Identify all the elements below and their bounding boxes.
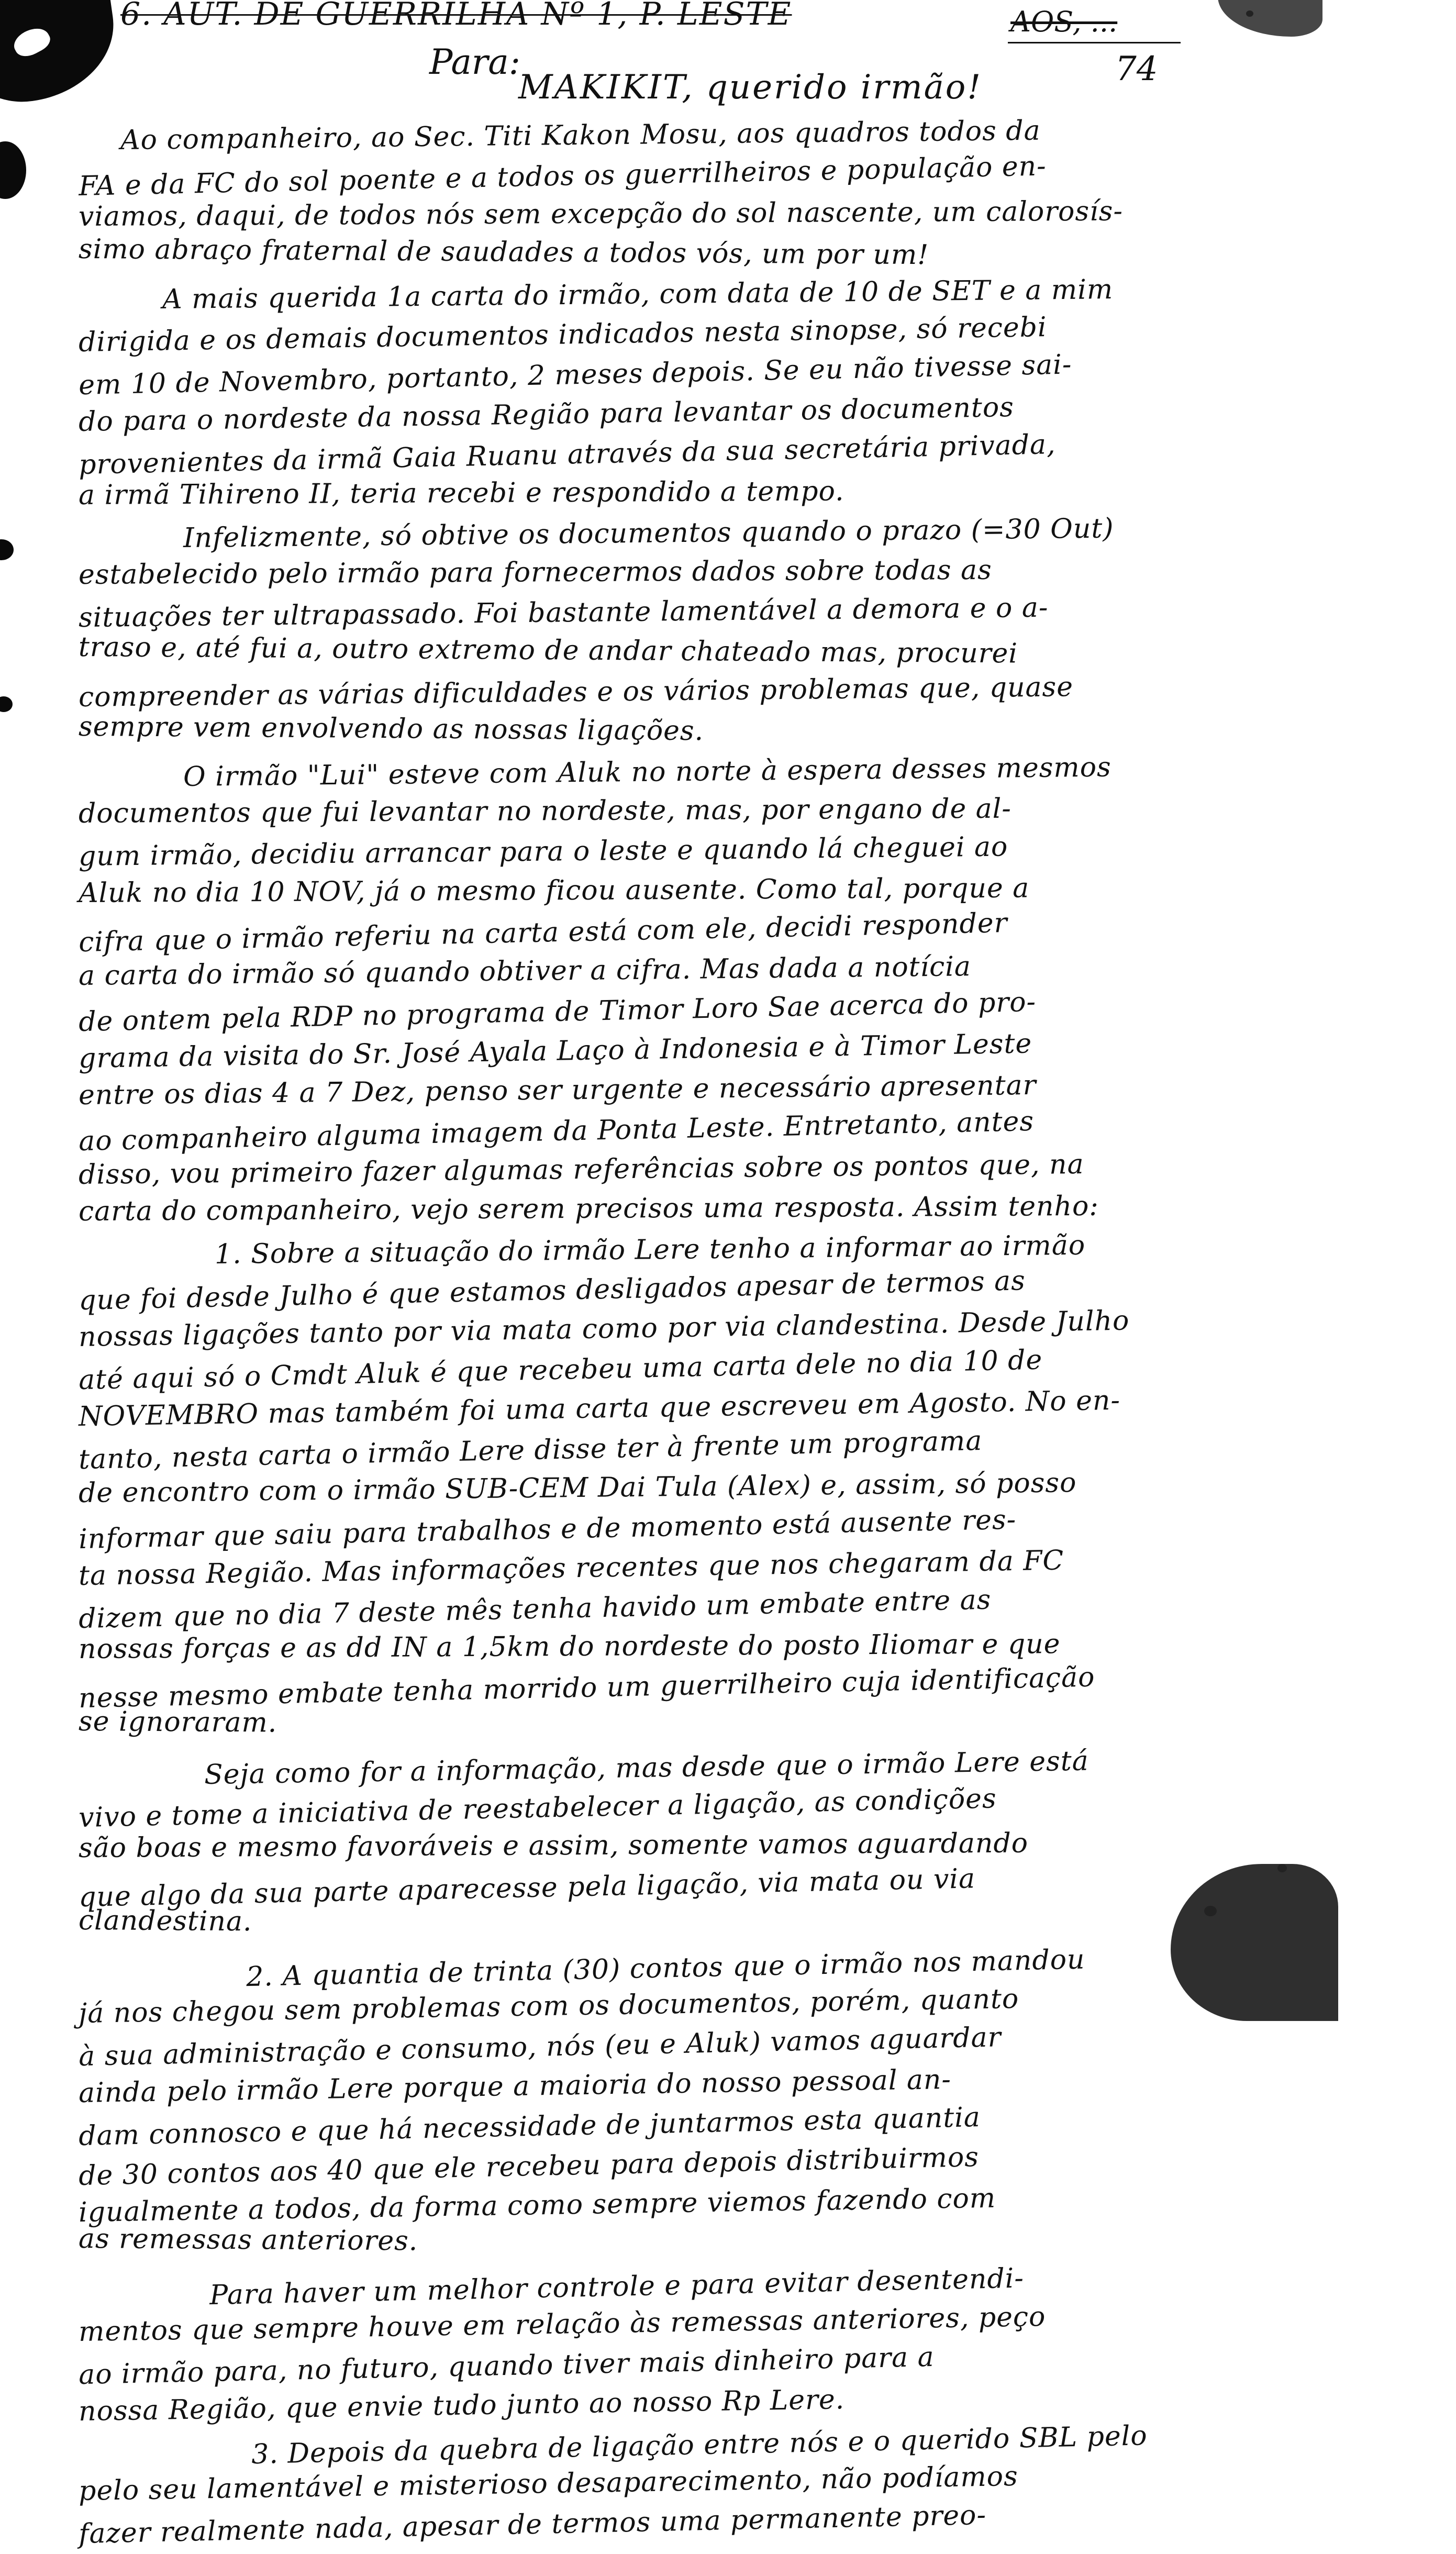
handwritten-line: A mais querida 1a carta do irmão, com data de 10 de SET e a mim bbox=[162, 274, 1114, 316]
handwritten-line: carta do companheiro, vejo serem precisos uma resposta. Assim tenho: bbox=[78, 1190, 1099, 1228]
handwritten-line: traso e, até fui a, outro extremo de andar chateado mas, procurei bbox=[78, 631, 1018, 670]
handwritten-line: nossas forças e as dd IN a 1,5km do nordeste do posto Iliomar e que bbox=[78, 1628, 1061, 1665]
handwritten-line: gum irmão, decidiu arrancar para o leste e quando lá cheguei ao bbox=[78, 831, 1008, 873]
unit-header: 6. AUT. DE GUERRILHA Nº 1, P. LESTE bbox=[120, 0, 792, 32]
scan-ink-blot bbox=[0, 0, 123, 109]
handwritten-line: informar que saiu para trabalhos e de momento está ausente res- bbox=[78, 1504, 1017, 1556]
handwritten-line: do para o nordeste da nossa Região para levantar os documentos bbox=[78, 392, 1015, 438]
handwritten-line: Seja como for a informação, mas desde que o irmão Lere está bbox=[204, 1745, 1090, 1791]
scan-speck bbox=[0, 539, 14, 560]
scan-speck bbox=[1246, 10, 1253, 17]
handwritten-line: fazer realmente nada, apesar de termos uma permanente preo- bbox=[78, 2499, 987, 2550]
handwritten-line: dam connosco e que há necessidade de juntarmos esta quantia bbox=[78, 2102, 981, 2152]
handwritten-line: estabelecido pelo irmão para fornecermos dados sobre todas as bbox=[78, 554, 992, 591]
handwritten-line: igualmente a todos, da forma como sempre viemos fazendo com bbox=[78, 2182, 996, 2229]
handwritten-line: clandestina. bbox=[78, 1904, 252, 1938]
handwritten-line: pelo seu lamentável e misterioso desaparecimento, não podíamos bbox=[78, 2460, 1019, 2507]
handwritten-line: viamos, daqui, de todos nós sem excepção do sol nascente, um calorosís- bbox=[78, 195, 1124, 233]
handwritten-line: NOVEMBRO mas também foi uma carta que escreveu em Agosto. No en- bbox=[78, 1384, 1121, 1433]
handwritten-line: documentos que fui levantar no nordeste, mas, por engano de al- bbox=[78, 793, 1012, 830]
handwritten-line: mentos que sempre houve em relação às remessas anteriores, peço bbox=[78, 2301, 1046, 2348]
handwritten-line: sempre vem envolvendo as nossas ligações. bbox=[78, 710, 704, 747]
handwritten-line: a irmã Tihireno II, teria recebi e respondido a tempo. bbox=[78, 475, 844, 512]
page-number: 74 bbox=[1115, 50, 1158, 88]
reference-mark: AOS, ... bbox=[1010, 5, 1118, 38]
handwritten-line: Ao companheiro, ao Sec. Titi Kakon Mosu, aos quadros todos da bbox=[120, 115, 1041, 157]
scan-corner-shadow bbox=[1218, 0, 1322, 37]
scan-punch-hole bbox=[0, 141, 26, 199]
handwritten-line: nesse mesmo embate tenha morrido um guerrilheiro cuja identificação bbox=[78, 1661, 1096, 1715]
handwritten-line: disso, vou primeiro fazer algumas referências sobre os pontos que, na bbox=[78, 1148, 1084, 1191]
handwritten-line: ao irmão para, no futuro, quando tiver mais dinheiro para a bbox=[78, 2341, 935, 2391]
handwritten-line: entre os dias 4 a 7 Dez, penso ser urgente e necessário apresentar bbox=[78, 1069, 1037, 1112]
handwritten-line: FA e da FC do sol poente e a todos os guerrilheiros e população en- bbox=[78, 150, 1047, 203]
handwritten-line: tanto, nesta carta o irmão Lere disse ter à frente um programa bbox=[78, 1425, 983, 1476]
handwritten-line: dirigida e os demais documentos indicados nesta sinopse, só recebi bbox=[78, 312, 1048, 359]
handwritten-line: ainda pelo irmão Lere porque a maioria do nosso pessoal an- bbox=[78, 2063, 952, 2109]
reference-underline bbox=[1008, 42, 1181, 43]
handwritten-line: de encontro com o irmão SUB-CEM Dai Tula (Alex) e, assim, só posso bbox=[78, 1467, 1077, 1509]
scan-speck bbox=[0, 696, 13, 712]
handwritten-line: até aqui só o Cmdt Aluk é que recebeu uma carta dele no dia 10 de bbox=[78, 1344, 1043, 1396]
handwritten-line: 1. Sobre a situação do irmão Lere tenho a informar ao irmão bbox=[214, 1229, 1086, 1271]
handwritten-line: nossas ligações tanto por via mata como por via clandestina. Desde Julho bbox=[78, 1305, 1130, 1353]
handwritten-line: Aluk no dia 10 NOV, já o mesmo ficou ausente. Como tal, porque a bbox=[78, 872, 1030, 909]
handwritten-line: Para haver um melhor controle e para evitar desentendi- bbox=[209, 2262, 1025, 2312]
handwritten-line: as remessas anteriores. bbox=[78, 2223, 418, 2257]
handwritten-line: já nos chegou sem problemas com os documentos, porém, quanto bbox=[78, 1983, 1019, 2030]
handwritten-line: compreender as várias dificuldades e os vários problemas que, quase bbox=[78, 671, 1074, 714]
handwritten-line: dizem que no dia 7 deste mês tenha havido um embate entre as bbox=[78, 1584, 992, 1635]
handwritten-line: são boas e mesmo favoráveis e assim, somente vamos aguardando bbox=[78, 1827, 1029, 1864]
handwritten-line: grama da visita do Sr. José Ayala Laço à Indonesia e à Timor Leste bbox=[78, 1028, 1032, 1075]
handwritten-line: ta nossa Região. Mas informações recentes que nos chegaram da FC bbox=[78, 1545, 1064, 1592]
handwritten-line: Infelizmente, só obtive os documentos quando o prazo (=30 Out) bbox=[183, 513, 1114, 554]
letter-body bbox=[78, 114, 1283, 2550]
handwritten-line: ao companheiro alguma imagem da Ponta Leste. Entretanto, antes bbox=[78, 1105, 1035, 1158]
addressee-prefix: Para: bbox=[429, 42, 520, 82]
handwritten-line: cifra que o irmão referiu na carta está com ele, decidi responder bbox=[78, 907, 1008, 959]
handwritten-line: nossa Região, que envie tudo junto ao nosso Rp Lere. bbox=[78, 2384, 845, 2428]
handwritten-line: provenientes da irmã Gaia Ruanu através da sua secretária privada, bbox=[78, 428, 1057, 481]
handwritten-line: situações ter ultrapassado. Foi bastante lamentável a demora e o a- bbox=[78, 592, 1049, 634]
handwritten-line: que foi desde Julho é que estamos desligados apesar de termos as bbox=[78, 1265, 1026, 1317]
handwritten-line: se ignoraram. bbox=[78, 1705, 277, 1739]
handwritten-line: que algo da sua parte aparecesse pela ligação, via mata ou via bbox=[78, 1863, 976, 1914]
handwritten-line: de 30 contos aos 40 que ele recebeu para depois distribuirmos bbox=[78, 2141, 980, 2192]
handwritten-line: 3. Depois da quebra de ligação entre nós e o querido SBL pelo bbox=[251, 2420, 1148, 2471]
handwritten-line: O irmão "Lui" esteve com Aluk no norte à espera desses mesmos bbox=[183, 751, 1112, 793]
handwritten-line: à sua administração e consumo, nós (eu e Aluk) vamos aguardar bbox=[78, 2022, 1002, 2073]
handwritten-line: de ontem pela RDP no programa de Timor Loro Sae acerca do pro- bbox=[78, 986, 1037, 1038]
handwritten-line: simo abraço fraternal de saudades a todos vós, um por um! bbox=[78, 233, 929, 271]
salutation: MAKIKIT, querido irmão! bbox=[518, 68, 983, 107]
handwritten-line: em 10 de Novembro, portanto, 2 meses depois. Se eu não tivesse sai- bbox=[78, 349, 1072, 402]
handwritten-line: vivo e tome a iniciativa de reestabelecer a ligação, as condições bbox=[78, 1783, 997, 1834]
handwritten-line: 2. A quantia de trinta (30) contos que o irmão nos mandou bbox=[246, 1944, 1086, 1993]
handwritten-line: a carta do irmão só quando obtiver a cifra. Mas dada a notícia bbox=[78, 951, 972, 992]
